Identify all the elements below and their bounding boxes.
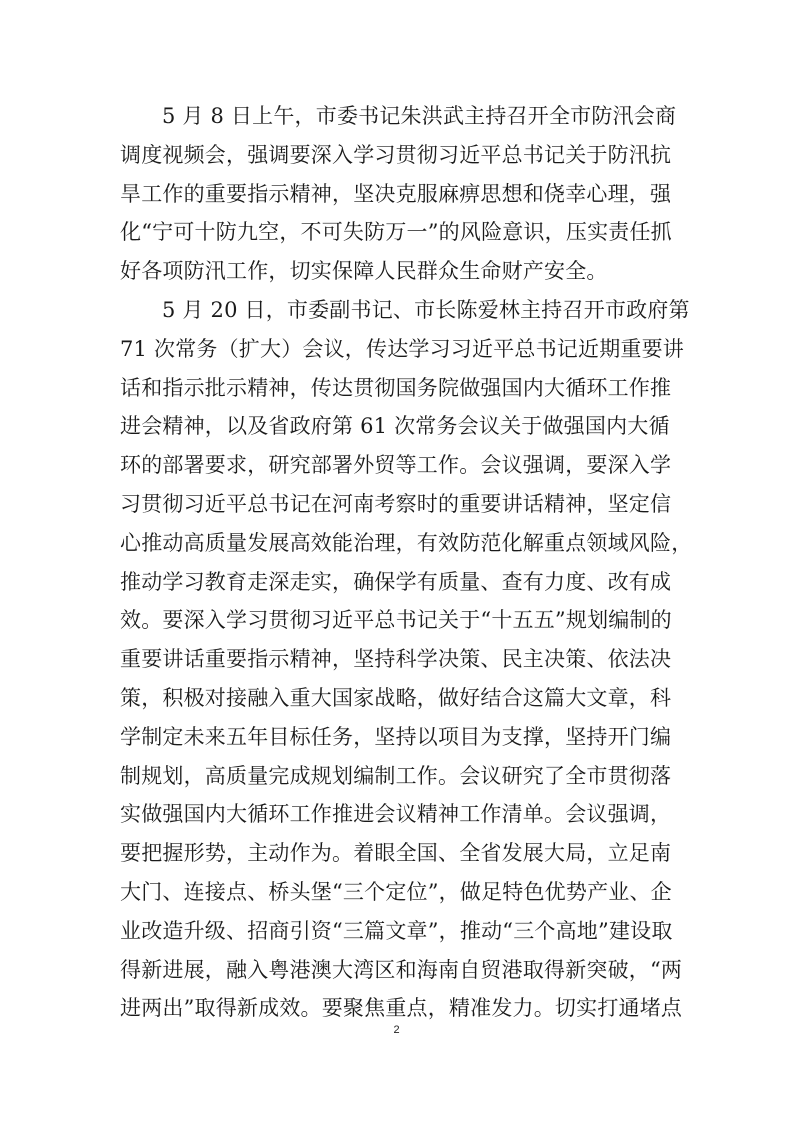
paragraph-1-line-3: 旱工作的重要指示精神，坚决克服麻痹思想和侥幸心理，强 [120, 181, 672, 206]
paragraph-1-line-1: 5 月 8 日上午，市委书记朱洪武主持召开全市防汛会商 [162, 104, 677, 128]
paragraph-1-line-4: 化“宁可十防九空，不可失防万一”的风险意识，压实责任抓 [120, 220, 672, 245]
paragraph-2-line-2: 71 次常务（扩大）会议，传达学习习近平总书记近期重要讲 [120, 336, 684, 361]
paragraph-2-line-19: 进两出”取得新成效。要聚焦重点，精准发力。切实打通堵点 [120, 996, 683, 1021]
paragraph-2-line-16: 大门、连接点、桥头堡“三个定位”，做足特色优势产业、企 [120, 879, 672, 904]
paragraph-2-line-13: 制规划，高质量完成规划编制工作。会议研究了全市贯彻落 [120, 763, 672, 788]
document-body [120, 97, 693, 1028]
paragraph-2-line-3: 话和指示批示精神，传达贯彻国务院做强国内大循环工作推 [120, 375, 672, 400]
paragraph-2-line-7: 心推动高质量发展高效能治理，有效防范化解重点领域风险， [120, 530, 693, 555]
paragraph-2-line-8: 推动学习教育走深走实，确保学有质量、查有力度、改有成 [120, 569, 672, 594]
paragraph-2-line-11: 策，积极对接融入重大国家战略，做好结合这篇大文章，科 [120, 685, 672, 710]
paragraph-1-line-2: 调度视频会，强调要深入学习贯彻习近平总书记关于防汛抗 [120, 142, 672, 167]
paragraph-2-line-1: 5 月 20 日，市委副书记、市长陈爱林主持召开市政府第 [162, 297, 690, 322]
paragraph-2-line-6: 习贯彻习近平总书记在河南考察时的重要讲话精神，坚定信 [120, 491, 672, 516]
paragraph-2-line-5: 环的部署要求，研究部署外贸等工作。会议强调，要深入学 [120, 453, 672, 478]
paragraph-1-line-5: 好各项防汛工作，切实保障人民群众生命财产安全。 [120, 259, 608, 284]
paragraph-2-line-12: 学制定未来五年目标任务，坚持以项目为支撑，坚持开门编 [120, 724, 672, 749]
paragraph-2-line-10: 重要讲话重要指示精神，坚持科学决策、民主决策、依法决 [120, 647, 672, 672]
paragraph-2-line-4: 进会精神，以及省政府第 61 次常务会议关于做强国内大循 [120, 414, 670, 439]
paragraph-2-line-15: 要把握形势，主动作为。着眼全国、全省发展大局，立足南 [120, 841, 672, 866]
paragraph-2-line-17: 业改造升级、招商引资“三篇文章”，推动“三个高地”建设取 [120, 918, 673, 943]
paragraph-2-line-18: 得新进展，融入粤港澳大湾区和海南自贸港取得新突破，“两 [120, 957, 683, 982]
page-number: 2 [393, 1024, 400, 1036]
paragraph-2-line-14: 实做强国内大循环工作推进会议精神工作清单。会议强调， [120, 802, 672, 827]
paragraph-2-line-9: 效。要深入学习贯彻习近平总书记关于“十五五”规划编制的 [120, 608, 672, 633]
